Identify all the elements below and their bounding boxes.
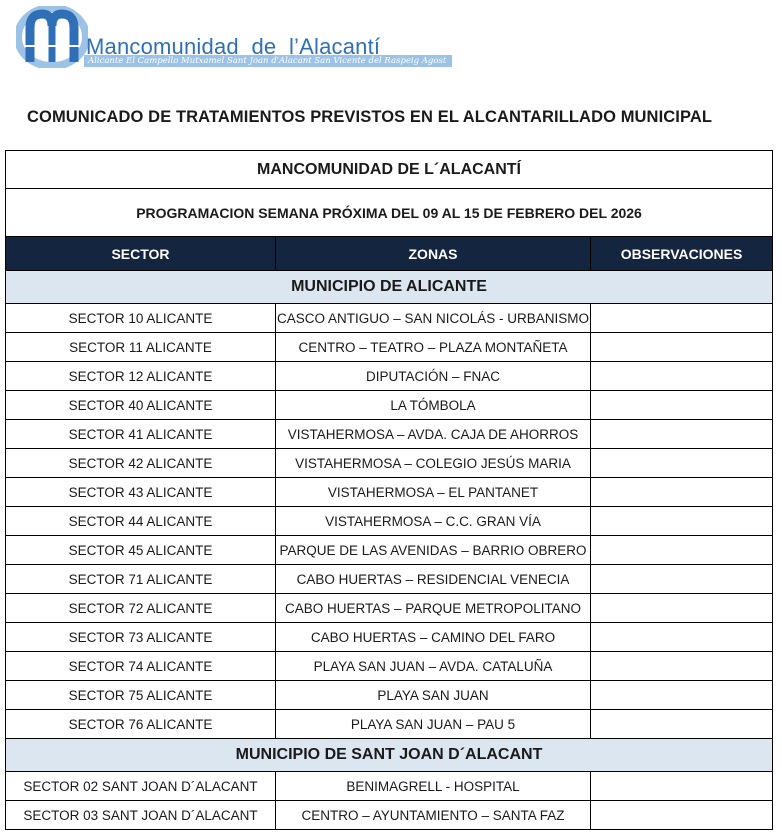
observaciones-cell	[591, 333, 773, 362]
municipality-title: MUNICIPIO DE ALICANTE	[6, 271, 773, 304]
table-row	[6, 536, 773, 565]
zona-cell: CABO HUERTAS – CAMINO DEL FARO	[276, 623, 591, 652]
table-row	[6, 801, 773, 830]
zona-cell: CABO HUERTAS – RESIDENCIAL VENECIA	[276, 565, 591, 594]
sector-cell: SECTOR 12 ALICANTE	[6, 362, 276, 391]
table-row	[6, 710, 773, 739]
observaciones-cell	[591, 391, 773, 420]
mancomunidad-logo-icon	[16, 6, 88, 68]
table-row	[6, 391, 773, 420]
zona-cell: PLAYA SAN JUAN – PAU 5	[276, 710, 591, 739]
zona-cell: CASCO ANTIGUO – SAN NICOLÁS - URBANISMO	[276, 304, 591, 333]
zona-cell: CABO HUERTAS – PARQUE METROPOLITANO	[276, 594, 591, 623]
zona-cell: PLAYA SAN JUAN	[276, 681, 591, 710]
observaciones-cell	[591, 801, 773, 830]
logo-name: Mancomunidad de l’Alacantí	[86, 34, 381, 59]
zona-cell: PARQUE DE LAS AVENIDAS – BARRIO OBRERO	[276, 536, 591, 565]
sector-cell: SECTOR 71 ALICANTE	[6, 565, 276, 594]
zona-cell: VISTAHERMOSA – EL PANTANET	[276, 478, 591, 507]
sector-cell: SECTOR 76 ALICANTE	[6, 710, 276, 739]
schedule-row	[6, 189, 773, 237]
sector-cell: SECTOR 03 SANT JOAN D´ALACANT	[6, 801, 276, 830]
sector-cell: SECTOR 43 ALICANTE	[6, 478, 276, 507]
table-row	[6, 594, 773, 623]
observaciones-cell	[591, 623, 773, 652]
sector-cell: SECTOR 45 ALICANTE	[6, 536, 276, 565]
logo	[14, 4, 454, 70]
observaciones-cell	[591, 478, 773, 507]
municipality-title: MUNICIPIO DE SANT JOAN D´ALACANT	[6, 739, 773, 772]
table-row	[6, 681, 773, 710]
zona-cell: PLAYA SAN JUAN – AVDA. CATALUÑA	[276, 652, 591, 681]
observaciones-cell	[591, 536, 773, 565]
sector-cell: SECTOR 42 ALICANTE	[6, 449, 276, 478]
observaciones-cell	[591, 652, 773, 681]
observaciones-cell	[591, 362, 773, 391]
sector-cell: SECTOR 40 ALICANTE	[6, 391, 276, 420]
sector-cell: SECTOR 02 SANT JOAN D´ALACANT	[6, 772, 276, 801]
table-row	[6, 362, 773, 391]
sector-cell: SECTOR 44 ALICANTE	[6, 507, 276, 536]
zona-cell: CENTRO – TEATRO – PLAZA MONTAÑETA	[276, 333, 591, 362]
table-row	[6, 333, 773, 362]
zona-cell: BENIMAGRELL - HOSPITAL	[276, 772, 591, 801]
table-row	[6, 420, 773, 449]
zona-cell: LA TÓMBOLA	[276, 391, 591, 420]
observaciones-cell	[591, 681, 773, 710]
observaciones-cell	[591, 304, 773, 333]
table-row	[6, 772, 773, 801]
sector-cell: SECTOR 73 ALICANTE	[6, 623, 276, 652]
zona-cell: CENTRO – AYUNTAMIENTO – SANTA FAZ	[276, 801, 591, 830]
table-row	[6, 304, 773, 333]
table-row	[6, 507, 773, 536]
zona-cell: VISTAHERMOSA – C.C. GRAN VÍA	[276, 507, 591, 536]
zona-cell: VISTAHERMOSA – AVDA. CAJA DE AHORROS	[276, 420, 591, 449]
column-header-zonas: ZONAS	[276, 237, 591, 271]
observaciones-cell	[591, 507, 773, 536]
table-row	[6, 478, 773, 507]
table-row	[6, 449, 773, 478]
table-row	[6, 565, 773, 594]
observaciones-cell	[591, 594, 773, 623]
observaciones-cell	[591, 449, 773, 478]
document-title: COMUNICADO DE TRATAMIENTOS PREVISTOS EN EL ALCANTARILLADO MUNICIPAL	[27, 108, 713, 126]
observaciones-cell	[591, 565, 773, 594]
treatment-schedule-table	[5, 150, 773, 830]
sector-cell: SECTOR 41 ALICANTE	[6, 420, 276, 449]
table-row	[6, 652, 773, 681]
observaciones-cell	[591, 710, 773, 739]
column-header-observaciones: OBSERVACIONES	[591, 237, 773, 271]
logo-towns: Alicante El Campello Mutxamel Sant Joan d'Alacant San Vicente del Raspeig Agost	[88, 56, 447, 66]
observaciones-cell	[591, 420, 773, 449]
schedule-title: PROGRAMACION SEMANA PRÓXIMA DEL 09 AL 15 DE FEBRERO DEL 2026	[6, 189, 773, 237]
sector-cell: SECTOR 75 ALICANTE	[6, 681, 276, 710]
column-header-sector: SECTOR	[6, 237, 276, 271]
table-row	[6, 623, 773, 652]
municipality-row	[6, 739, 773, 772]
observaciones-cell	[591, 772, 773, 801]
column-header-row	[6, 237, 773, 271]
sector-cell: SECTOR 72 ALICANTE	[6, 594, 276, 623]
organization-row	[6, 151, 773, 189]
zona-cell: VISTAHERMOSA – COLEGIO JESÚS MARIA	[276, 449, 591, 478]
zona-cell: DIPUTACIÓN – FNAC	[276, 362, 591, 391]
sector-cell: SECTOR 11 ALICANTE	[6, 333, 276, 362]
municipality-row	[6, 271, 773, 304]
sector-cell: SECTOR 74 ALICANTE	[6, 652, 276, 681]
organization-title: MANCOMUNIDAD DE L´ALACANTÍ	[6, 151, 773, 189]
sector-cell: SECTOR 10 ALICANTE	[6, 304, 276, 333]
